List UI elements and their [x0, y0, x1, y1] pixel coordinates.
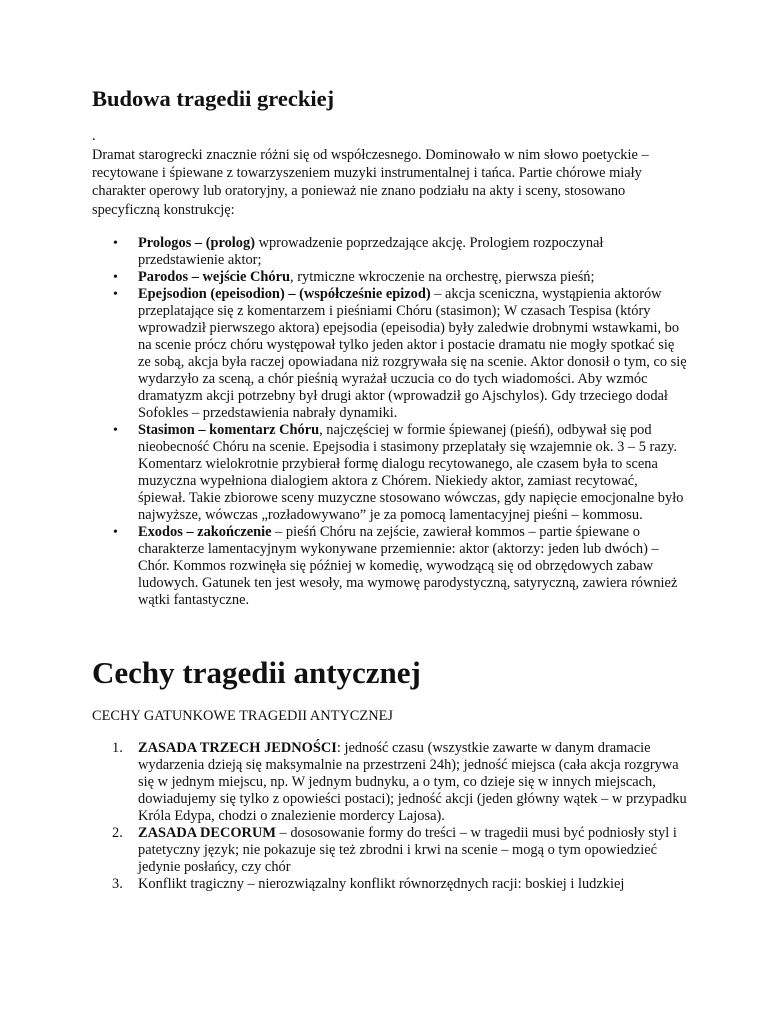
list-number: 2. — [112, 825, 123, 841]
intro-paragraph: Dramat starogrecki znacznie różni się od współczesnego. Dominowało w nim słowo poetyckie – recytowane i śpiewane z towarzyszeniem muzyki instrumentalnej i tańca. Partie chórowe miały charakter operowy lub oratoryjny, a ponieważ nie znano podziału na akty i sceny, stosowano specyficzną konstrukcję: — [92, 147, 649, 218]
list-item-term: ZASADA DECORUM — [138, 825, 276, 841]
list-item-text: Konflikt tragiczny – nierozwiązalny konflikt równorzędnych racji: boskiej i ludzkiej — [138, 876, 625, 892]
list-item-term: Prologos – (prolog) — [138, 235, 255, 251]
list-item — [92, 286, 687, 422]
list-item-text: , rytmiczne wkroczenie na orchestrę, pierwsza pieśń; — [290, 269, 595, 285]
list-item-text: – akcja sceniczna, wystąpienia aktorów przeplatające się z komentarzem i pieśniami Chóru (stasimon); W czasach Tespisa (który wprowadził pierwszego aktora) epejsodia (epeisodia) były zaledwie drobnymi wstawkami, bo na scenie prócz chóru występował tylko jeden aktor i postacie dramatu nie mogły spotkać się ze sobą, akcja była raczej opowiadana niż rozgrywała się na scenie. Aktor donosił o tym, co się wydarzyło za sceną, a chór pieśnią wyrażał uczucia co do tych wiadomości. Aby wzmóc dramatyzm akcji potrzebny był drugi aktor (wprowadził go Ajschylos). Gdy trzeciego dodał Sofokles – przedstawienia nabrały dynamiki. — [138, 286, 687, 421]
section-heading: Cechy tragedii antycznej — [92, 655, 421, 690]
list-item-term: Stasimon – komentarz Chóru — [138, 422, 320, 438]
list-item — [92, 235, 687, 269]
list-item — [92, 876, 687, 893]
tragedy-parts-list — [92, 235, 687, 609]
list-item-text: wprowadzenie poprzedzające akcję. Prologiem rozpoczynał przedstawienie aktor; — [138, 235, 604, 268]
list-item — [92, 740, 687, 825]
list-item-text: , najczęściej w formie śpiewanej (pieśń), odbywał się pod nieobecność Chóru na scenie. Epejsodia i stasimony przeplatały się wzajemnie ok. 3 – 5 razy. Komentarz wielokrotnie przybierał formę dialogu recytowanego, ale czasem była to scena muzyczna wypełniona dialogiem aktora z Chórem. Niekiedy aktor, zamiast recytować, śpiewał. Takie zbiorowe sceny muzyczne stosowano wówczas, gdy napięcie emocjonalne było najwyższe, wówczas „rozładowywano” je za pomocą lamentacyjnej pieśni – kommosu. — [138, 422, 684, 523]
list-item-text: – dososowanie formy do treści – w tragedii musi być podniosły styl i patetyczny język; nie pokazuje się też zbrodni i krwi na scenie – mogą o tym opowiedzieć jedynie posłańcy, czy chór — [138, 825, 677, 875]
list-number: 1. — [112, 740, 123, 756]
page-title: Budowa tragedii greckiej — [92, 86, 335, 111]
list-item-term: Exodos – zakończenie — [138, 524, 272, 540]
list-number: 3. — [112, 876, 123, 892]
features-list — [92, 740, 687, 893]
list-item-term: Parodos – wejście Chóru — [138, 269, 291, 285]
section-subheading: CECHY GATUNKOWE TRAGEDII ANTYCZNEJ — [92, 708, 393, 724]
list-item — [92, 524, 687, 609]
list-item — [92, 825, 687, 876]
list-item-text: : jedność czasu (wszystkie zawarte w danym dramacie wydarzenia dzieją się maksymalnie na przestrzeni 24h); jedność miejsca (cała akcja rozgrywa się w jednym miejscu, np. W jednym budnyku, a o tym, co dzieje się w innych miejscach, dowiadujemy się tylko z opowieści postaci); jedność akcji (jeden główny wątek – w przypadku Króla Edypa, chodzi o znalezienie mordercy Lajosa). — [138, 740, 687, 824]
list-item — [92, 422, 687, 524]
list-item — [92, 269, 687, 286]
stray-dot: . — [92, 128, 96, 144]
list-item-term: Epejsodion (epeisodion) – (współcześnie epizod) — [138, 286, 431, 302]
list-item-term: ZASADA TRZECH JEDNOŚCI — [138, 740, 337, 756]
list-item-text: – pieśń Chóru na zejście, zawierał kommos – partie śpiewane o charakterze lamentacyjnym wykonywane przemiennie: aktor (aktorzy: jeden lub dwóch) – Chór. Kommos rozwinęła się później w komedię, wywodzącą się od obrzędowych zabaw ludowych. Gatunek ten jest wesoły, ma wymowę parodystyczną, satyryczną, zawiera również wątki fantastyczne. — [138, 524, 678, 608]
